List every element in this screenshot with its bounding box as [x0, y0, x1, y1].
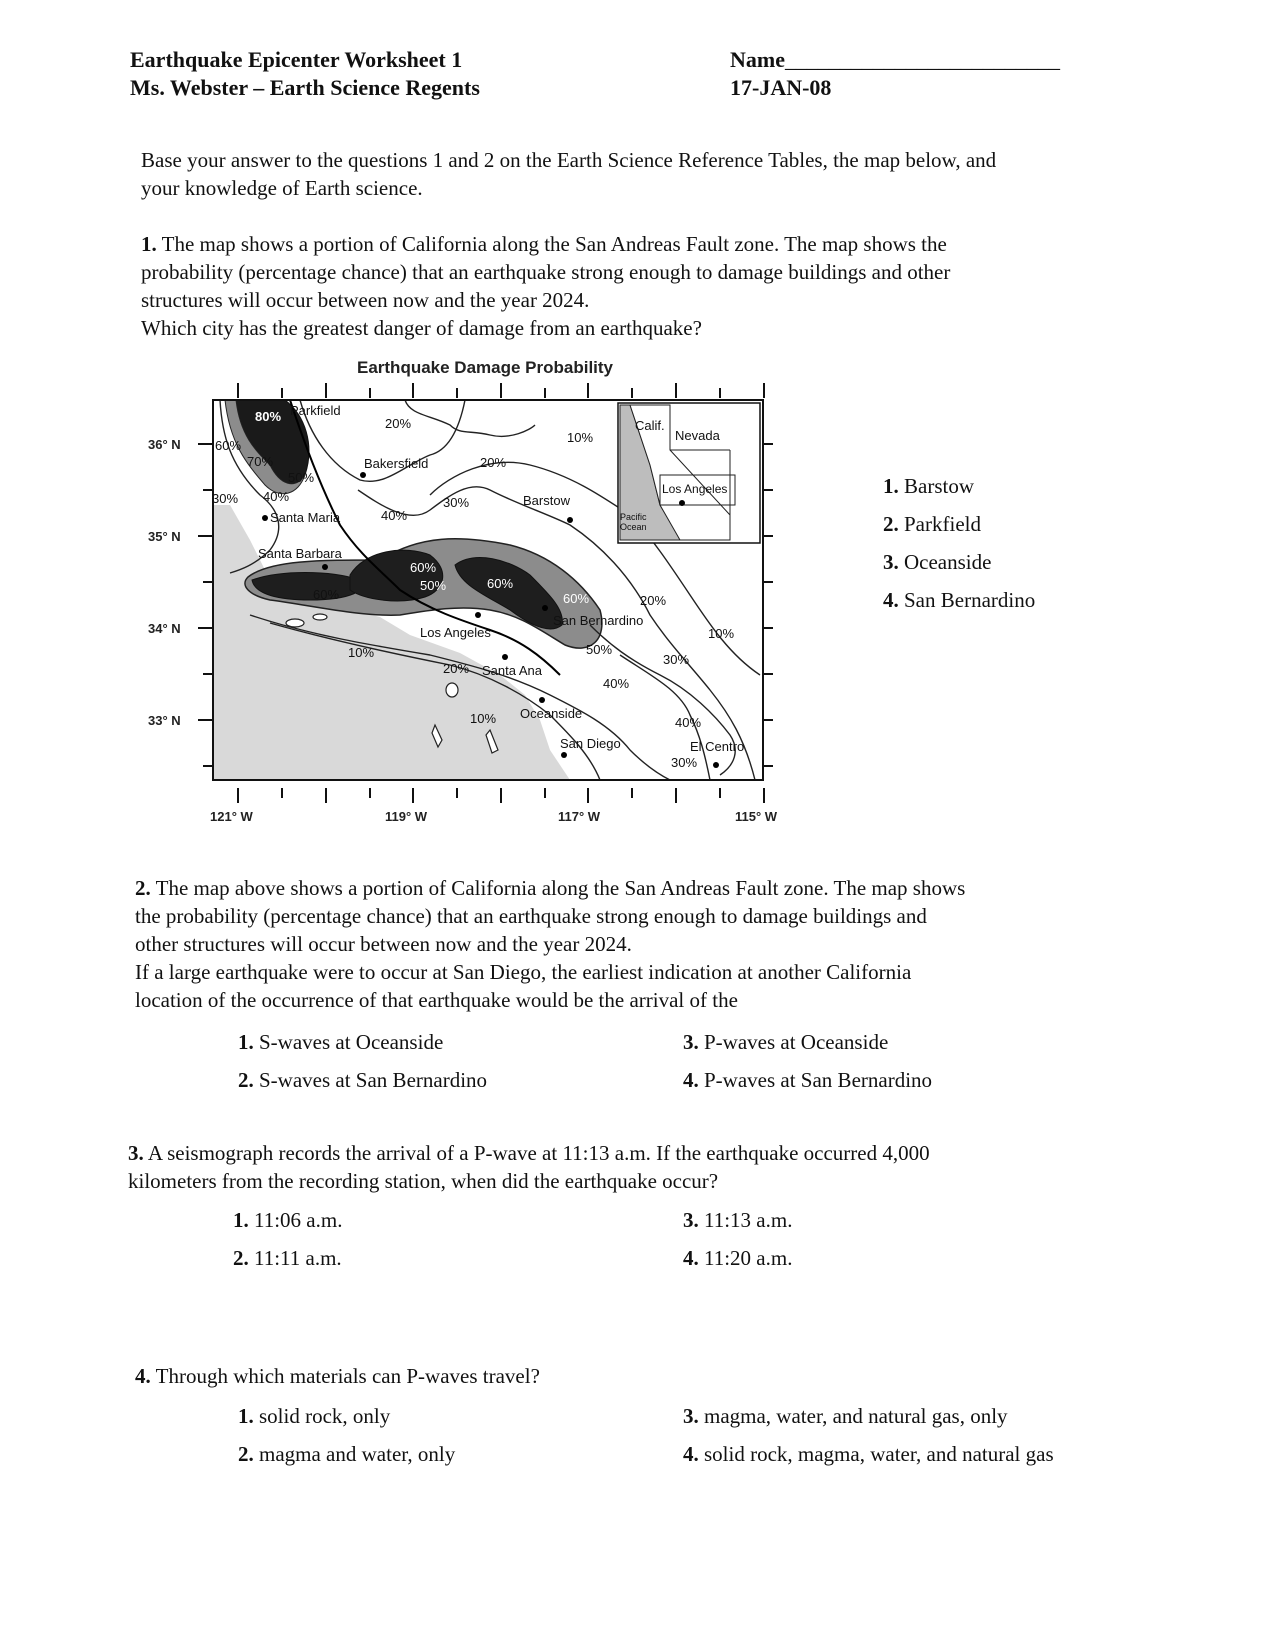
option-number: 1. [238, 1030, 254, 1054]
lon-label: 117° W [558, 809, 601, 824]
intro-line: Base your answer to the questions 1 and 2 on the Earth Science Reference Tables, the map below, and [141, 148, 997, 172]
question-text: A seismograph records the arrival of a P-wave at 11:13 a.m. If the earthquake occurred 4,000 [147, 1141, 930, 1165]
question-2 [135, 874, 965, 1014]
question-number: 4. [135, 1364, 151, 1388]
answer-option[interactable] [883, 586, 1035, 624]
intro-text [141, 146, 996, 202]
earthquake-map [130, 355, 810, 855]
option-text: 11:11 a.m. [254, 1246, 342, 1270]
name-blank: _________________________ [784, 47, 1060, 72]
city-los-angeles: Los Angeles [420, 625, 491, 640]
question-text: location of the occurrence of that earthquake would be the arrival of the [135, 988, 738, 1012]
question-3 [128, 1139, 930, 1195]
option-number: 3. [883, 550, 899, 574]
city-santa-barbara: Santa Barbara [258, 546, 342, 561]
option-text: magma, water, and natural gas, only [704, 1404, 1008, 1428]
question-text: kilometers from the recording station, when did the earthquake occur? [128, 1169, 719, 1193]
answer-option[interactable] [883, 548, 1035, 586]
pct-label: 40% [263, 489, 290, 504]
city-san-diego: San Diego [560, 736, 621, 751]
question-number: 1. [141, 232, 157, 256]
question-text: Which city has the greatest danger of damage from an earthquake? [141, 316, 702, 340]
question-text: structures will occur between now and the year 2024. [141, 288, 590, 312]
answer-option[interactable] [233, 1206, 342, 1234]
option-text: magma and water, only [259, 1442, 456, 1466]
answer-option[interactable] [238, 1066, 487, 1094]
teacher-course: Ms. Webster – Earth Science Regents [130, 75, 480, 100]
option-number: 4. [683, 1068, 699, 1092]
question-number: 3. [128, 1141, 144, 1165]
lon-label: 119° W [385, 809, 428, 824]
city-santa-maria: Santa Maria [270, 510, 341, 525]
inset-label-pacific: Pacific [620, 512, 647, 522]
city-bakersfield: Bakersfield [364, 456, 429, 471]
pct-label: 50% [420, 578, 447, 593]
pct-label: 40% [603, 676, 630, 691]
name-field [730, 46, 1060, 74]
pct-label: 60% [487, 576, 514, 591]
option-text: 11:06 a.m. [254, 1208, 343, 1232]
lon-label: 121° W [210, 809, 253, 824]
option-text: P-waves at San Bernardino [704, 1068, 933, 1092]
lat-label: 34° N [148, 621, 181, 636]
answer-option[interactable] [683, 1244, 792, 1272]
question-text: The map shows a portion of California along the San Andreas Fault zone. The map shows the [161, 232, 947, 256]
inset-label-calif: Calif. [635, 418, 665, 433]
question-4 [135, 1362, 540, 1390]
pct-label: 30% [443, 495, 470, 510]
pct-label: 60% [215, 438, 242, 453]
answer-option[interactable] [683, 1402, 1008, 1430]
pct-label: 20% [640, 593, 667, 608]
intro-line: your knowledge of Earth science. [141, 176, 423, 200]
option-text: 11:13 a.m. [704, 1208, 793, 1232]
pct-label: 10% [567, 430, 594, 445]
option-number: 2. [883, 512, 899, 536]
option-text: solid rock, magma, water, and natural gas [704, 1442, 1054, 1466]
answer-option[interactable] [683, 1028, 888, 1056]
zone-60 [350, 550, 443, 601]
option-text: solid rock, only [259, 1404, 391, 1428]
question-text: If a large earthquake were to occur at San Diego, the earliest indication at another California [135, 960, 912, 984]
question-text: Through which materials can P-waves travel? [155, 1364, 540, 1388]
city-san-bernardino: San Bernardino [553, 613, 644, 628]
option-text: Barstow [904, 474, 974, 498]
option-number: 3. [683, 1208, 699, 1232]
option-number: 1. [883, 474, 899, 498]
pct-label: 60% [563, 591, 590, 606]
question-text: probability (percentage chance) that an earthquake strong enough to damage buildings and other [141, 260, 951, 284]
city-parkfield: Parkfield [290, 403, 341, 418]
pct-label: 80% [255, 409, 282, 424]
option-text: Oceanside [904, 550, 992, 574]
pct-label: 20% [385, 416, 412, 431]
worksheet-date: 17-JAN-08 [730, 75, 832, 100]
pct-label: 20% [443, 661, 470, 676]
question-text: the probability (percentage chance) that an earthquake strong enough to damage buildings and [135, 904, 927, 928]
lat-label: 33° N [148, 713, 181, 728]
map-title: Earthquake Damage Probability [356, 358, 614, 377]
inset-label-ocean: Ocean [620, 522, 647, 532]
option-text: Parkfield [904, 512, 981, 536]
worksheet-title: Earthquake Epicenter Worksheet 1 [130, 47, 463, 72]
pct-label: 50% [288, 470, 315, 485]
question-text: other structures will occur between now and the year 2024. [135, 932, 632, 956]
pct-label: 20% [480, 455, 507, 470]
q1-options [883, 472, 1035, 624]
name-label: Name [730, 47, 785, 72]
answer-option[interactable] [883, 510, 1035, 548]
option-number: 1. [238, 1404, 254, 1428]
answer-option[interactable] [683, 1206, 792, 1234]
option-text: P-waves at Oceanside [704, 1030, 889, 1054]
pct-label: 40% [675, 715, 702, 730]
pct-label: 50% [586, 642, 613, 657]
lat-label: 35° N [148, 529, 181, 544]
inset-label-los-angeles: Los Angeles [662, 482, 728, 496]
option-number: 1. [233, 1208, 249, 1232]
question-text: The map above shows a portion of California along the San Andreas Fault zone. The map shows [155, 876, 966, 900]
option-number: 2. [238, 1442, 254, 1466]
pct-label: 30% [212, 491, 239, 506]
question-1 [141, 230, 950, 342]
option-number: 4. [883, 588, 899, 612]
pct-label: 10% [470, 711, 497, 726]
pct-label: 30% [671, 755, 698, 770]
lon-label: 115° W [735, 809, 778, 824]
answer-option[interactable] [883, 472, 1035, 510]
question-number: 2. [135, 876, 151, 900]
answer-option[interactable] [238, 1402, 390, 1430]
city-oceanside: Oceanside [520, 706, 583, 721]
option-number: 4. [683, 1246, 699, 1270]
option-text: S-waves at San Bernardino [259, 1068, 488, 1092]
lat-label: 36° N [148, 437, 181, 452]
answer-option[interactable] [683, 1440, 1054, 1468]
pct-label: 10% [708, 626, 735, 641]
answer-option[interactable] [233, 1244, 342, 1272]
inset-label-nevada: Nevada [675, 428, 720, 443]
option-text: 11:20 a.m. [704, 1246, 793, 1270]
option-number: 3. [683, 1404, 699, 1428]
option-number: 2. [238, 1068, 254, 1092]
pct-label: 10% [348, 645, 375, 660]
option-number: 3. [683, 1030, 699, 1054]
pct-label: 60% [410, 560, 437, 575]
option-number: 4. [683, 1442, 699, 1466]
city-barstow: Barstow [523, 493, 570, 508]
answer-option[interactable] [683, 1066, 932, 1094]
answer-option[interactable] [238, 1440, 455, 1468]
pct-label: 70% [247, 454, 274, 469]
option-number: 2. [233, 1246, 249, 1270]
option-text: San Bernardino [904, 588, 1036, 612]
city-santa-ana: Santa Ana [482, 663, 542, 678]
pct-label: 30% [663, 652, 690, 667]
city-el-centro: El Centro [690, 739, 745, 754]
pct-label: 40% [381, 508, 408, 523]
pct-label: 60% [313, 587, 340, 602]
option-text: S-waves at Oceanside [259, 1030, 444, 1054]
answer-option[interactable] [238, 1028, 443, 1056]
